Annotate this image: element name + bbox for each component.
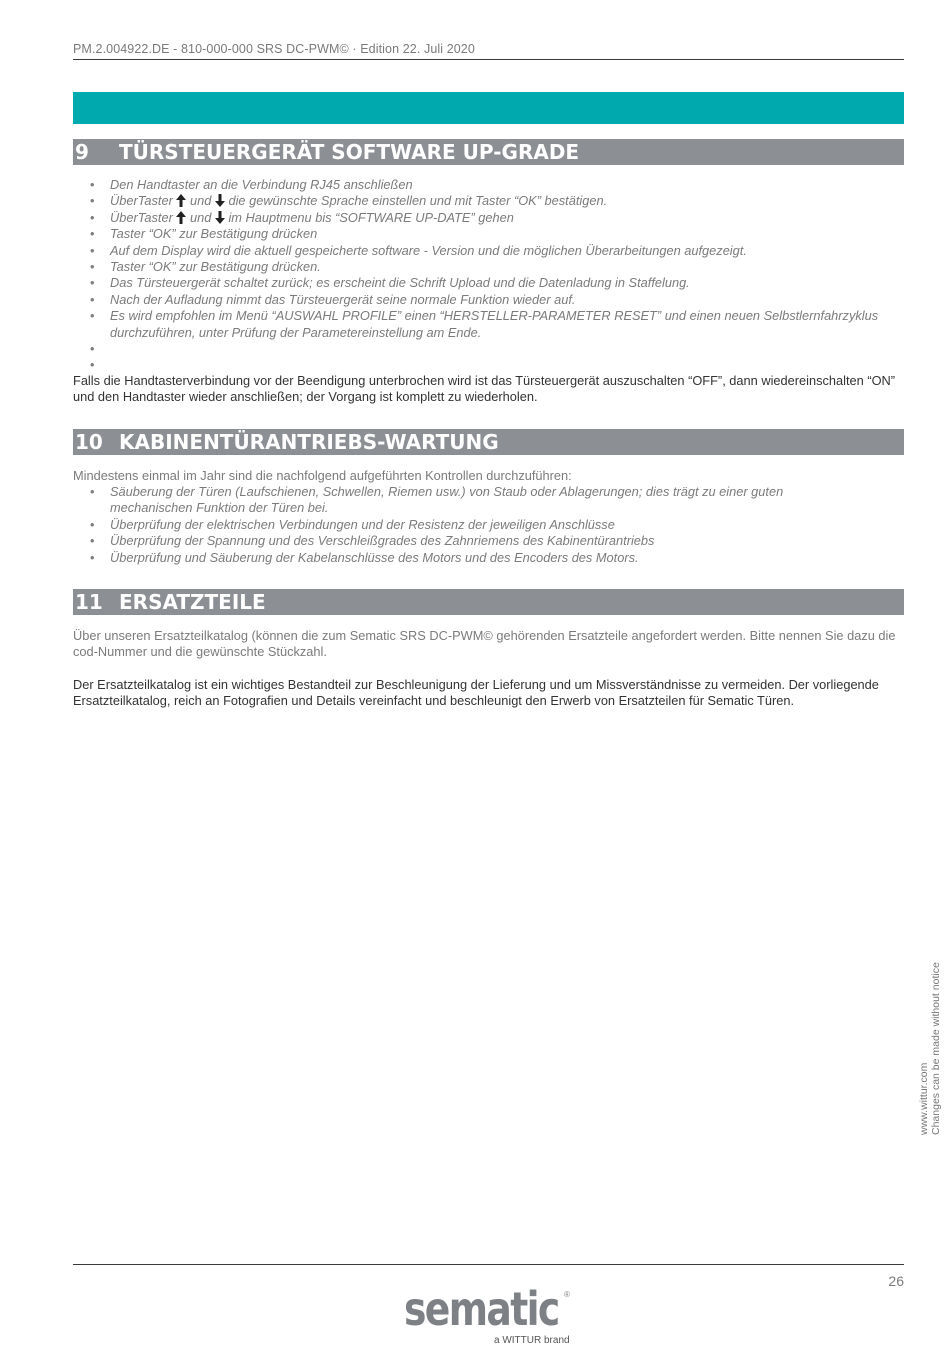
list-item: • Das Türsteuergerät schaltet zurück; es erscheint die Schrift Upload und die Datenladung in Staffelung. — [90, 275, 904, 291]
list-item — [90, 341, 904, 357]
section-11-heading — [73, 589, 904, 615]
section-9-heading — [73, 139, 904, 165]
section-10-heading — [73, 429, 904, 455]
section-title: KABINENTÜRANTRIEBS-WARTUNG — [119, 430, 499, 454]
list-item: • Nach der Aufladung nimmt das Türsteuergerät seine normale Funktion wieder auf. — [90, 292, 904, 308]
section-number: 10 — [75, 430, 103, 454]
list-item: • ÜberTaster und im Hauptmenu bis “SOFTWARE UP-DATE” gehen — [90, 210, 904, 226]
footer-divider — [73, 1264, 904, 1265]
list-item — [90, 357, 904, 373]
header-divider — [73, 59, 904, 60]
list-item: • Es wird empfohlen im Menü “AUSWAHL PROFILE” einen “HERSTELLER-PARAMETER RESET” und einen neuen Selbstlernfahrzyklus durchzuführen, unter Prüfung der Parametereinstellung am Ende. — [90, 308, 904, 341]
section-title: TÜRSTEUERGERÄT SOFTWARE UP-GRADE — [119, 140, 580, 164]
list-item: • Säuberung der Türen (Laufschienen, Schwellen, Riemen usw.) von Staub oder Ablagerungen; dies trägt zu einer guten mechanischen Funktion der Türen bei. — [90, 484, 830, 517]
arrow-up-icon — [176, 194, 186, 207]
logo-tagline: a WITTUR brand — [494, 1335, 570, 1346]
list-item: • Überprüfung der Spannung und des Verschleißgrades des Zahnriemens des Kabinentürantriebs — [90, 533, 830, 549]
reconnect-note: Falls die Handtasterverbindung vor der Beendigung unterbrochen wird ist das Türsteuergerät auszuschalten “OFF”, dann wiedereinschalten “ON” und den Handtaster wieder anschließen; der Vorgang ist komplett zu wiederholen. — [73, 373, 896, 405]
list-item: • Überprüfung und Säuberung der Kabelanschlüsse des Motors und des Encoders des Motors. — [90, 550, 830, 566]
list-item: • ÜberTaster und die gewünschte Sprache einstellen und mit Taster “OK” bestätigen. — [90, 193, 904, 209]
side-note — [918, 962, 942, 1135]
spare-parts-paragraph-1: Über unseren Ersatzteilkatalog (können die zum Sematic SRS DC-PWM© gehörenden Ersatzteile angefordert werden. Bitte nennen Sie dazu die cod-Nummer und die gewünschte Stückzahl. — [73, 628, 896, 660]
sematic-logo — [404, 1282, 574, 1346]
teal-banner — [73, 92, 904, 124]
arrow-up-icon — [176, 211, 186, 224]
section-number: 11 — [75, 590, 103, 614]
list-item: • Überprüfung der elektrischen Verbindungen und der Resistenz der jeweiligen Anschlüsse — [90, 517, 830, 533]
maintenance-intro: Mindestens einmal im Jahr sind die nachfolgend aufgeführten Kontrollen durchzuführen: — [73, 468, 572, 483]
list-item: • Auf dem Display wird die aktuell gespeicherte software - Version und die möglichen Überarbeitungen aufgezeigt. — [90, 243, 904, 259]
disclaimer: Changes can be made without notice — [930, 962, 942, 1135]
list-item: • Den Handtaster an die Verbindung RJ45 anschließen — [90, 177, 904, 193]
maintenance-checks — [90, 484, 830, 566]
list-item: • Taster “OK” zur Bestätigung drücken — [90, 226, 904, 242]
software-upgrade-steps — [90, 177, 904, 374]
document-header: PM.2.004922.DE - 810-000-000 SRS DC-PWM© · Edition 22. Juli 2020 — [73, 42, 475, 56]
arrow-down-icon — [215, 194, 225, 207]
registered-mark: ® — [564, 1290, 570, 1299]
arrow-down-icon — [215, 211, 225, 224]
section-number: 9 — [75, 140, 89, 164]
list-item: • Taster “OK” zur Bestätigung drücken. — [90, 259, 904, 275]
spare-parts-paragraph-2: Der Ersatzteilkatalog ist ein wichtiges Bestandteil zur Beschleunigung der Lieferung und um Missverständnisse zu vermeiden. Der vorliegende Ersatzteilkatalog, reich an Fotografien und Details vereinfacht und beschleunigt den Erwerb von Ersatzteilen für Sematic Türen. — [73, 677, 879, 709]
logo-wordmark: sematic — [404, 1282, 559, 1336]
section-title: ERSATZTEILE — [119, 590, 266, 614]
page-number: 26 — [888, 1273, 904, 1289]
website-link[interactable]: www.wittur.com — [918, 1062, 930, 1135]
